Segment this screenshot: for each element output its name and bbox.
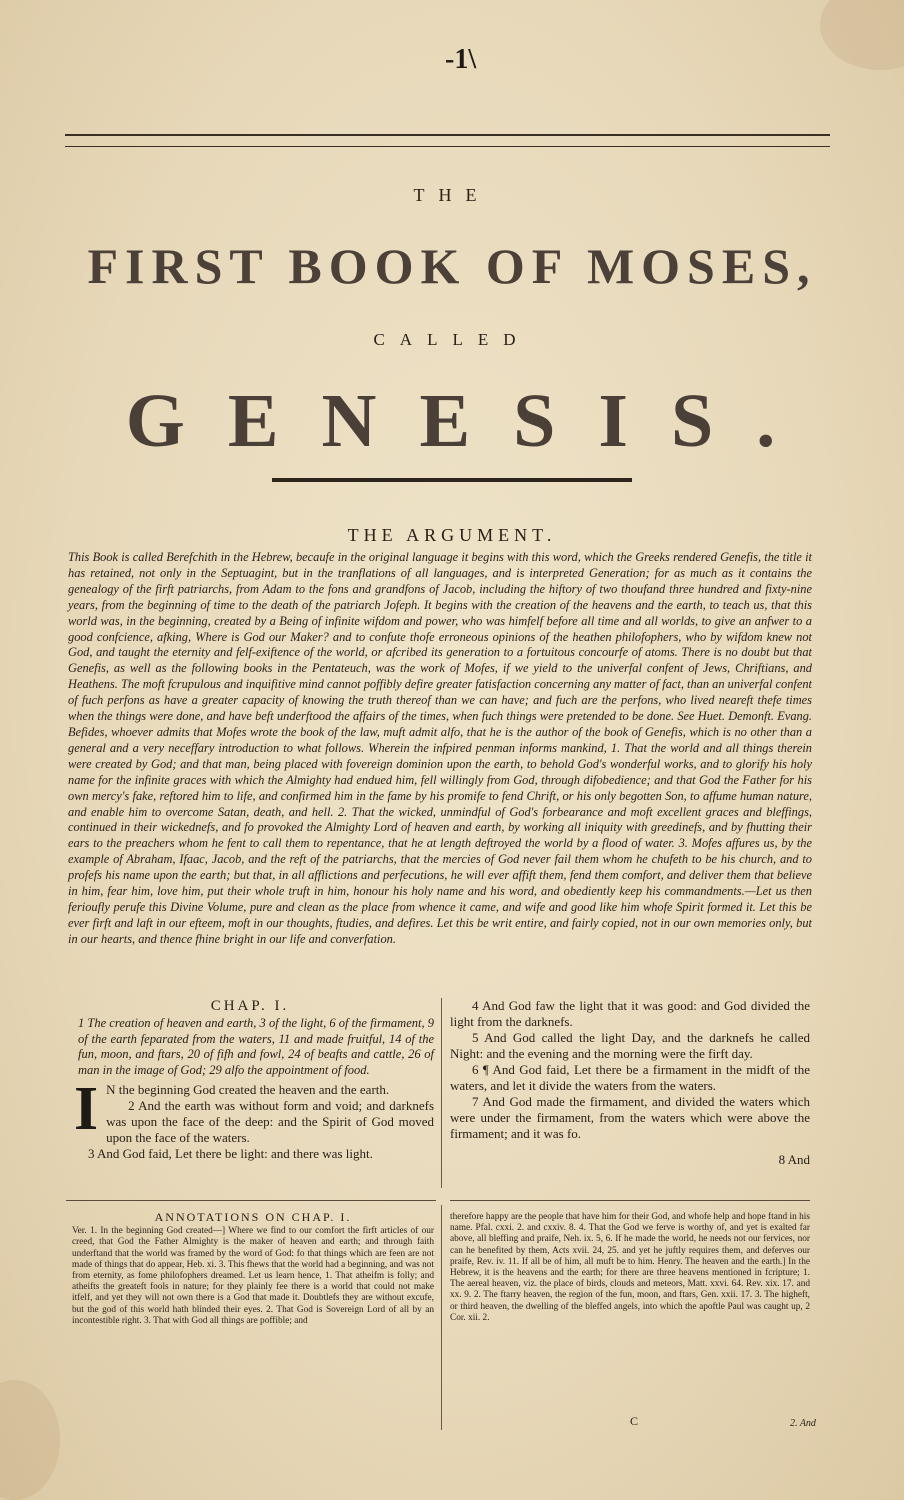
annotations-left-text: Ver. 1. In the beginning God created—] Where we find to our comfort the firft articles of our creed, that God the Father Almighty is the maker of heaven and earth; and through faith underftand that the world was framed by the word of God: fo that things which are feen are not made of things that do appear, Heb. xi. 3. This fhews that the world had a beginning, and was not from eternity, as fome philofophers dreamed. Let us learn hence, 1. That atheifm is folly; and atheifts the greateft fools in nature; for they plainly fee there is a world that could not make itfelf, and yet they will not own there is a God that made it. Doubtlefs they are without excufe, but the god of this world hath blinded their eyes. 2. That God is Sovereign Lord of all by an incontestible right. 3. That with God all things are poffible; and: [72, 1226, 434, 1326]
title-called: CALLED: [373, 330, 531, 349]
chapter-right-column: [450, 998, 810, 1168]
verse-1-text: N the beginning God created the heaven and the earth.: [106, 1082, 390, 1097]
paper-stain: [0, 1380, 60, 1500]
verse-3: 3 And God faid, Let there be light: and there was light.: [88, 1146, 373, 1161]
verse-2: 2 And the earth was without form and void; and darknefs was upon the face of the deep: and the Spirit of God moved upon the face of the waters.: [106, 1098, 434, 1145]
verse-7: 7 And God made the firmament, and divided the waters which were under the firmament, from the waters which were above the firmament; and it was fo.: [450, 1094, 810, 1141]
annotations-right: therefore happy are the people that have him for their God, and whofe help and hope ftand in his name. Pfal. cxxi. 2. and cxxiv. 8. 4. That the God we ferve is worthy of, and yet is exalted far above, all bleffing and praife, Neh. ix. 5, 6. If he made the world, he needs not our fervices, nor can he benefited by them, Acts xvii. 24, 25. and yet he juftly requires them, and deferves our praife, Rev. iv. 11. If all be of him, all muft be to him. Henry. The heaven and the earth.] In the Hebrew, it is the heavens and the earth; for there are three heavens mentioned in fcripture; 1. The aereal heaven, viz. the place of birds, clouds and meteors, Matt. xxvi. 64. Rev. xix. 17. and xx. 9. 2. The ftarry heaven, the region of the fun, moon, and ftars, Gen. xxii. 17. 3. The higheft, or third heaven, the dwelling of the bleffed angels, into which the apoftle Paul was caught up, 2 Cor. xii. 2.: [450, 1212, 810, 1323]
verse-5: 5 And God called the light Day, and the darknefs he called Night: and the evening and the morning were the firft day.: [450, 1030, 810, 1061]
annotations-left: [72, 1212, 434, 1327]
title-the: THE: [413, 185, 491, 205]
header-rule: [65, 134, 830, 147]
annotation-divider: [441, 1205, 442, 1430]
verse-6: 6 ¶ And God faid, Let there be a firmament in the midft of the waters, and let it divide the waters from the waters.: [450, 1062, 810, 1093]
annotation-rule: [450, 1200, 810, 1201]
page-mark: -1\: [445, 44, 477, 75]
annotation-rule: [66, 1200, 436, 1201]
annotation-catchword: 2. And: [790, 1418, 816, 1429]
main-title: FIRST BOOK OF MOSES,: [87, 238, 817, 294]
chapter-summary: 1 The creation of heaven and earth, 3 of the light, 6 of the firmament, 9 of the earth feparated from the waters, 11 and made fruitful, 14 of the fun, moon, and ftars, 20 of fifh and fowl, 24 of beafts and cattle, 26 of man in the image of God; 29 alfo the appointment of food.: [78, 1016, 434, 1077]
column-divider: [441, 998, 442, 1188]
argument-text: This Book is called Berefchith in the Hebrew, becaufe in the original language it begins with this word, which the Greeks rendered Genefis, the title it has retained, not only in the Septuagint, but in the tranflations of all languages, and is interpreted Generation; for as much as it contains the genealogy of the firft patriarchs, from Adam to the fons and grandfons of Jacob, including the hiftory of two thoufand three hundred and fixty-nine years, from the beginning of time to the death of the patriarch Jofeph. It begins with the creation of the heavens and the earth, to teach us, that this world was, in the beginning, created by a Being of infinite wifdom and power, who was himfelf before all time and all worlds, to give an anfwer to a good confcience, afking, Where is God our Maker? and to confute thofe erroneous opinions of the heathen philofophers, who by wifdom knew not God, and taught the eternity and felf-exiftence of the world, or afcribed its generation to a fortuitous concourfe of atoms. There is no doubt but that Genefis, as well as the following books in the Pentateuch, was the work of Mofes, if we yield to the univerfal confent of Jews, Chriftians, and Heathens. The moft fcrupulous and inquifitive mind cannot poffibly defire greater fatisfaction concerning any matter of fact, than an univerfal confent of fuch perfons as have a greater capacity of knowing the truth thereof than we can have; and fuch are the perfons, who lived neareft thefe times when the things were done, and have beft underftood the affairs of the times, when fuch things were pretended to be done. See Huet. Demonft. Evang. Befides, whoever admits that Mofes wrote the book of the law, muft admit alfo, that he is the author of the book of Genefis, which is no other than a general and a very neceffary introduction to what follows. Wherein the infpired penman informs mankind, 1. That the world and all things therein were created by God; and that man, being placed with fovereign dominion upon the earth, to behold God's wonderful works, and to glorify his holy name for the infinite graces with which the Almighty had endued him, fell willingly from God, through difobedience; and that God the Father for his own mercy's fake, reftored him to life, and confirmed him in the fame by his promife to fend Chrift, or his only begotten Son, to affume human nature, and enable him to overcome Satan, death, and hell. 2. That the wicked, unmindful of God's forbearance and moft excellent graces and bleffings, continued in their wickednefs, and fo provoked the Almighty Lord of heaven and earth, by working all iniquity with greedinefs, and by fhutting their ears to the preachers whom he fent to call them to repentance, that he at length deftroyed the world by a flood of water. 3. Mofes affures us, by the example of Abraham, Ifaac, Jacob, and the reft of the patriarchs, that the mercies of God never fail them whom he chufeth to be his church, and to profefs his name upon the earth; but that, in all afflictions and perfecutions, he will ever affift them, fend them comfort, and deliver them that believe in him, fear him, love him, put their whole truft in him, honour his holy name and his word, and obediently keep his commandments.—Let us then ferioufly perufe this Divine Volume, pure and clean as the place from whence it came, and wife and good like him whofe Spirit formed it. Let this be ever firft and laft in our efteem, moft in our thoughts, ftudies, and defires. Let this be writ entire, and fairly copied, not in our own memories only, but in our hearts, and thence fhine bright in our life and converfation.: [68, 550, 812, 946]
argument-heading: THE ARGUMENT.: [347, 525, 557, 545]
annotations-heading: ANNOTATIONS ON CHAP. I.: [154, 1210, 352, 1224]
signature-mark: C: [630, 1414, 639, 1428]
chapter-heading: CHAP. I.: [210, 998, 290, 1014]
drop-cap: I: [74, 1075, 99, 1143]
title-rule: [272, 478, 632, 482]
book-title: GENESIS.: [125, 379, 819, 463]
verse-4: 4 And God faw the light that it was good: and God divided the light from the darknefs.: [450, 998, 810, 1029]
chapter-left-column: [66, 998, 434, 1162]
paper-stain: [820, 0, 904, 70]
catchword: 8 And: [778, 1152, 810, 1167]
